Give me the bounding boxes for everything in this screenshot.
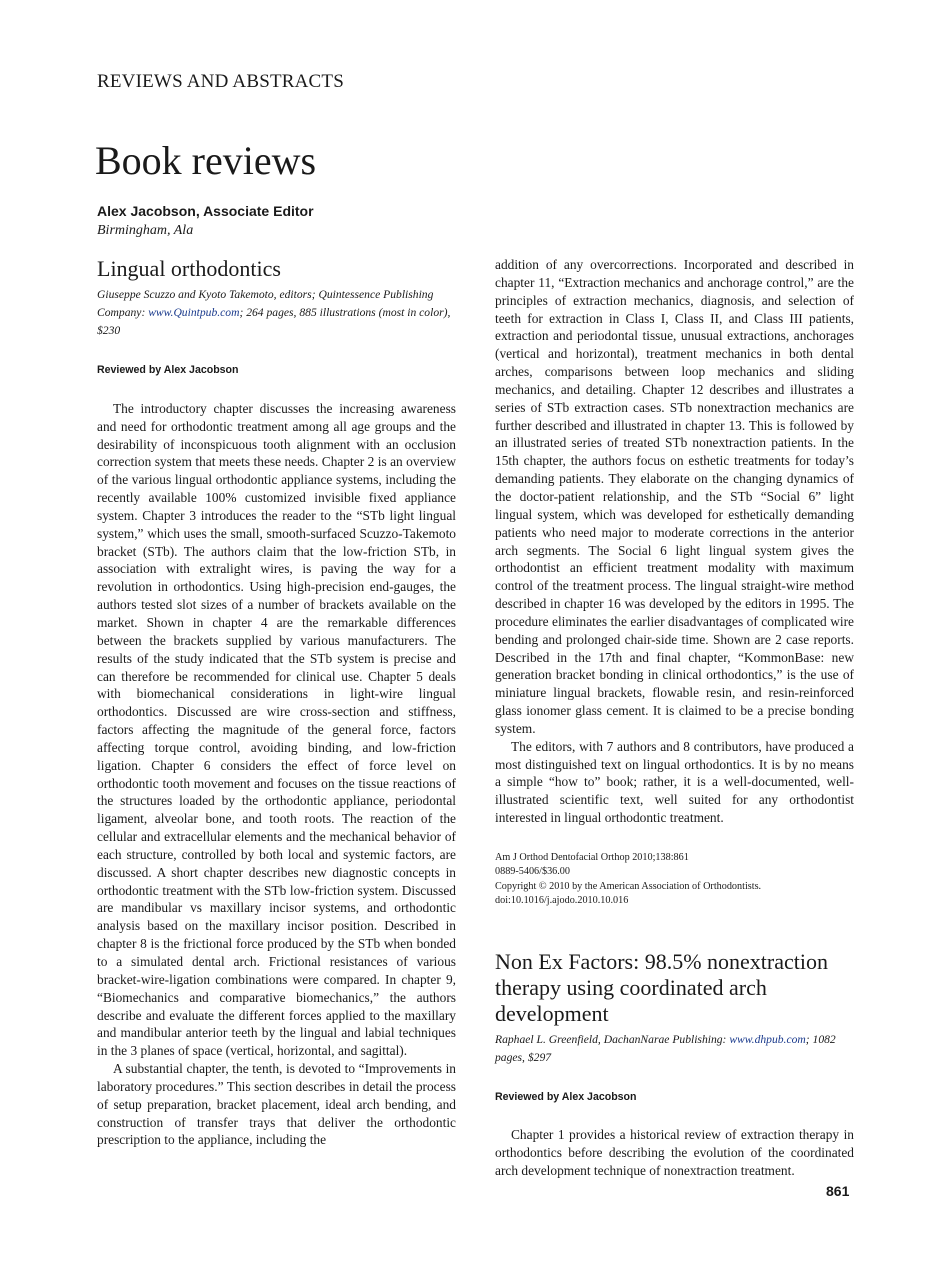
left-column [97,256,456,1149]
right-column [495,256,854,1180]
issn: 0889-5406/$36.00 [495,866,570,878]
review-meta-text: Giuseppe Scuzzo and Kyoto Takemoto, editors; Quintessence Publishing Company: [97,288,434,319]
review-title: Lingual orthodontics [97,256,281,281]
review-meta-text: ; 264 pages, 885 illustrations (most in color), $230 [97,306,451,337]
reviewer-byline: Reviewed by Alex Jacobson [495,1090,637,1103]
body-paragraph: Chapter 1 provides a historical review of extraction therapy in orthodontics before describing the evolution of the coordinated arch development technique of nonextraction treatment. [495,1127,854,1179]
reviewer-byline: Reviewed by Alex Jacobson [97,364,239,376]
body-paragraph: The introductory chapter discusses the increasing awareness and need for orthodontic treatment among all age groups and the desirability of inconspicuous tooth alignment with an occlusion correction system that meets these needs. Chapter 2 is an overview of the various lingual orthodontic appliance systems, including the recently available 100% customized invisible fixed appliance system. Chapter 3 introduces the reader to the “STb light lingual system,” which uses the small, smooth-surfaced Scuzzo-Takemoto bracket (STb). The authors claim that the low-friction STb, in association with extralight wires, is paving the way for a revolution in orthodontics. Using high-precision end-gauges, the authors tested slot sizes of a number of brackets available on the market. Shown in chapter 4 are the remarkable differences between the brackets supplied by various manufacturers. The results of the study indicated that the STb system is precise and can therefore be recommended for clinical use. Chapter 5 deals with biomechanical considerations in light-wire lingual orthodontics. Discussed are wire cross-section and stiffness, factors affecting the magnitude of the general force, factors affecting torque control, avoiding binding, and low-friction ligation. Chapter 6 considers the effect of force level on orthodontic tooth movement and focuses on the tissue reactions of the structures loaded by the orthodontic appliance, periodontal ligament, alveolar bone, and tooth roots. The reaction of the cellular and extracellular elements and the mechanical behavior of each structure, controlled by both local and systemic factors, are discussed. A short chapter describes new diagnostic concepts in orthodontic treatment with the STb low-friction system. Discussed are mandibular vs maxillary incisor systems, and orthodontic analysis based on the maxillary incisor position. Described in chapter 8 is the frictional force produced by the STb when bonded to a simulated dental arch. Frictional resistances of various bracket-wire-ligation combinations were compared. In chapter 9, “Biomechanics and comparative biomechanics,” the authors describe and evaluate the different forces applied to the maxillary and mandibular anterior teeth by the lingual and labial techniques in the 3 planes of space (vertical, horizontal, and sagittal). [97,400,456,1059]
page-number: 861 [826,1183,850,1199]
review-meta-text: Raphael L. Greenfield, DachanNarae Publishing: [495,1032,730,1046]
review-publication-info [495,1031,854,1067]
body-paragraph: The editors, with 7 authors and 8 contributors, have produced a most distinguished text on lingual orthodontics. It is by no means a simple “how to” book; rather, it is a well-documented, well-illustrated scientific text, well suited for any orthodontist interested in lingual orthodontic treatment. [495,738,854,826]
body-paragraph: addition of any overcorrections. Incorporated and described in chapter 11, “Extraction mechanics and anchorage control,” are the principles of extraction mechanics, diagnosis, and selection of teeth for extraction in Class I, Class II, and Class III patients, extraction and periodontal tissue, unusual extractions, anchorages (vertical and horizontal), treatment mechanics in both dental arches, comparisons between loop mechanics and sliding mechanics, and detailing. Chapter 12 describes and illustrates a series of STb extraction cases. STb nonextraction mechanics are further described and illustrated in chapter 13. This is followed by an illustrated series of treated STb nonextraction patients. In the 15th chapter, the authors focus on esthetic treatments for today’s demanding patients. They elaborate on the changing dynamics of the doctor-patient relationship, and the STb “Social 6” light lingual system, which was developed for esthetically demanding patients who need major to moderate corrections in the anterior arch segments. The Social 6 light lingual system gives the orthodontist an efficient treatment modality with maximum control of the treatment process. The lingual straight-wire method described in chapter 16 was developed by the editors in 1995. The procedure eliminates the earlier disadvantages of complicated wire bending and prolonged chair-side time. Shown are 2 case reports. Described in the 17th and final chapter, “KommonBase: new generation bracket bonding in clinical orthodontics,” is the use of miniature lingual brackets, flowable resin, and resin-reinforced glass ionomer glass cement. It is claimed to be a precise bonding system. [495,257,854,736]
copyright: Copyright © 2010 by the American Association of Orthodontists. [495,880,762,892]
review-meta-text: ; 1082 pages, $297 [495,1032,836,1064]
review-title: Non Ex Factors: 98.5% nonextraction therapy using coordinated arch development [495,948,828,1026]
editor-name: Alex Jacobson, Associate Editor [97,203,314,219]
second-review [495,949,854,1180]
section-header: REVIEWS AND ABSTRACTS [97,71,345,92]
publisher-link[interactable]: www.dhpub.com [729,1032,806,1046]
page-title: Book reviews [95,138,317,183]
citation-block [495,851,854,909]
editor-location: Birmingham, Ala [97,223,194,238]
body-paragraph: A substantial chapter, the tenth, is devoted to “Improvements in laboratory procedures.” This section describes in detail the process of setup preparation, bracket placement, ideal arch bending, and construction of transfer trays that deliver the orthodontic prescription to the appliance, including the [97,1061,456,1148]
journal-citation: Am J Orthod Dentofacial Orthop 2010;138:861 [495,852,689,863]
review-publication-info [97,286,456,340]
publisher-link[interactable]: www.Quintpub.com [148,306,240,319]
doi: doi:10.1016/j.ajodo.2010.10.016 [495,895,629,907]
